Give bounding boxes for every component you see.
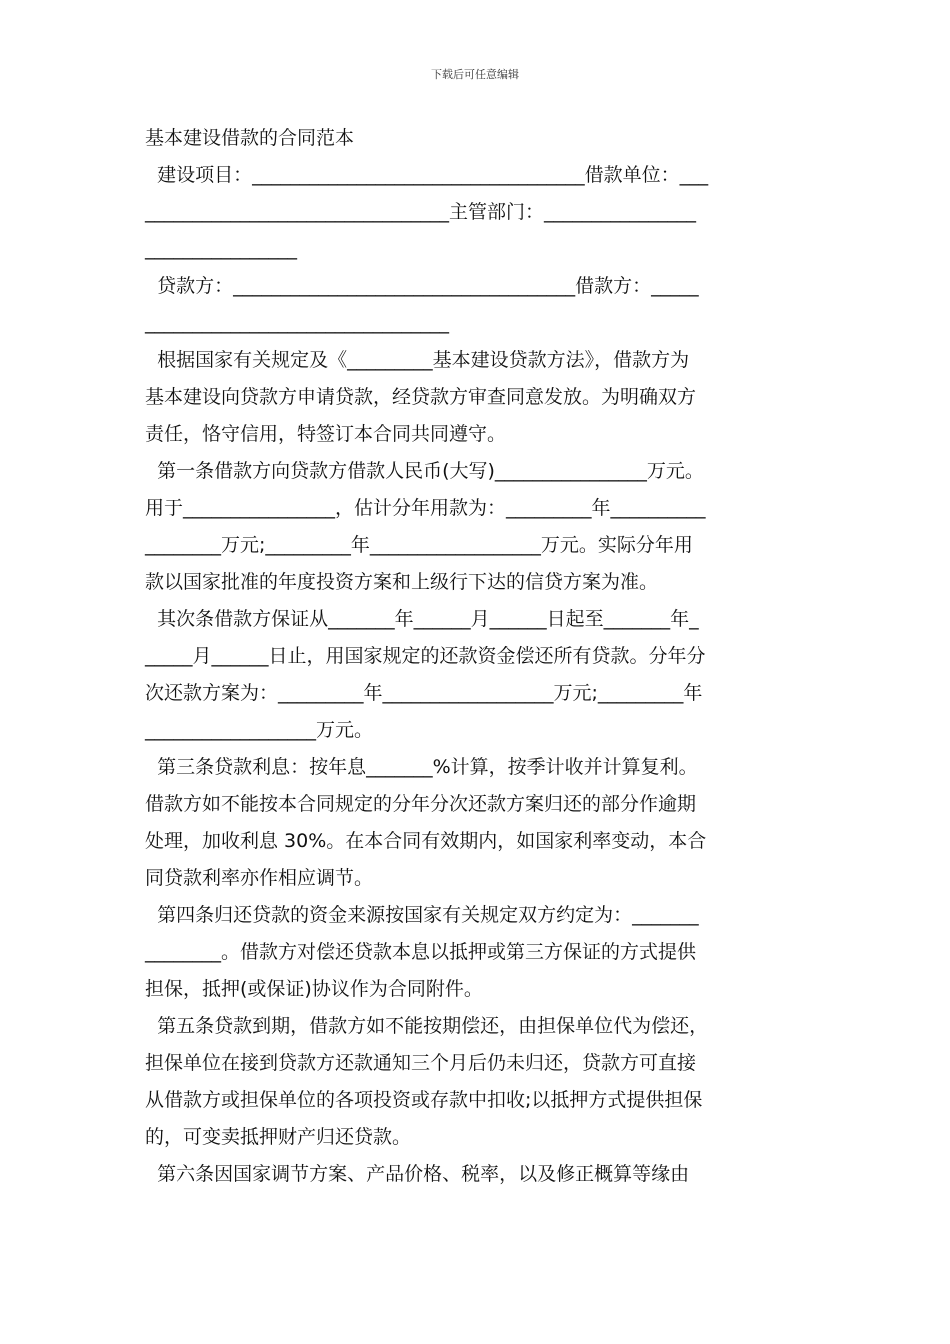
document-line: 的，可变卖抵押财产归还贷款。 <box>145 1126 412 1148</box>
document-line: 贷款方：____________________________________借款方：_____ <box>145 275 699 297</box>
document-title: 基本建设借款的合同范本 <box>145 127 355 149</box>
document-line: ________________ <box>145 238 297 260</box>
document-line: 用于________________，估计分年用款为：_________年__________ <box>145 497 706 519</box>
document-line: ________万元;_________年__________________万元。实际分年用 <box>145 534 693 556</box>
document-line: ________________________________主管部门：________________ <box>145 201 697 223</box>
document-line: 款以国家批准的年度投资方案和上级行下达的信贷方案为准。 <box>145 571 659 593</box>
document-line: 第四条归还贷款的资金来源按国家有关规定双方约定为：_______ <box>145 904 699 926</box>
document-line: 建设项目：___________________________________借款单位：___ <box>145 164 709 186</box>
document-lines <box>145 157 810 1193</box>
document-line: 其次条借款方保证从_______年______月______日起至_______年_ <box>145 608 699 630</box>
document-line: 基本建设向贷款方申请贷款，经贷款方审查同意发放。为明确双方 <box>145 386 697 408</box>
document-line: 第三条贷款利息：按年息_______%计算，按季计收并计算复利。 <box>145 756 698 778</box>
document-line: 责任，恪守信用，特签订本合同共同遵守。 <box>145 423 507 445</box>
document-line: 次还款方案为：_________年__________________万元;_________年 <box>145 682 703 704</box>
document-line: 处理，加收利息 30%。在本合同有效期内，如国家利率变动，本合 <box>145 830 707 852</box>
document-line: 担保单位在接到贷款方还款通知三个月后仍未归还，贷款方可直接 <box>145 1052 697 1074</box>
document-line: 从借款方或担保单位的各项投资或存款中扣收;以抵押方式提供担保 <box>145 1089 703 1111</box>
document-line: 根据国家有关规定及《_________基本建设贷款方法》，借款方为 <box>145 349 690 371</box>
header-note: 下载后可任意编辑 <box>431 68 519 81</box>
document-body <box>145 120 810 1193</box>
document-line: 担保，抵押(或保证)协议作为合同附件。 <box>145 978 483 1000</box>
document-line: 借款方如不能按本合同规定的分年分次还款方案归还的部分作逾期 <box>145 793 697 815</box>
document-line: 第五条贷款到期，借款方如不能按期偿还，由担保单位代为偿还， <box>145 1015 709 1037</box>
document-line: ________________________________ <box>145 312 449 334</box>
document-line: 第六条因国家调节方案、产品价格、税率，以及修正概算等缘由 <box>145 1163 690 1185</box>
document-line: _____月______日止，用国家规定的还款资金偿还所有贷款。分年分 <box>145 645 706 667</box>
document-line: ________。借款方对偿还贷款本息以抵押或第三方保证的方式提供 <box>145 941 697 963</box>
document-line: __________________万元。 <box>145 719 374 741</box>
document-line: 第一条借款方向贷款方借款人民币(大写)________________万元。 <box>145 460 704 482</box>
document-line: 同贷款利率亦作相应调节。 <box>145 867 374 889</box>
